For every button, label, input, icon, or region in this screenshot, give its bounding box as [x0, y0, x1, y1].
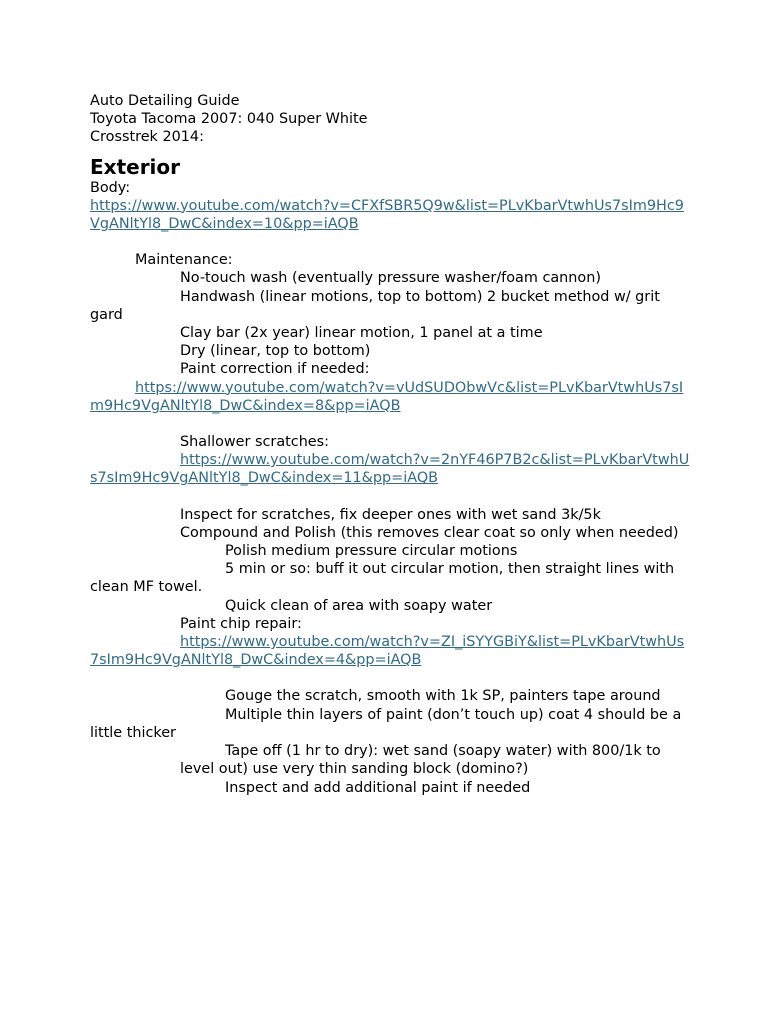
step-gouge-scratch: Gouge the scratch, smooth with 1k SP, painters tape around [225, 688, 661, 705]
step-polish-pressure: Polish medium pressure circular motions [225, 543, 518, 560]
vehicle-line-tacoma: Toyota Tacoma 2007: 040 Super White [90, 111, 368, 128]
step-inspect-scratches: Inspect for scratches, fix deeper ones with wet sand 3k/5k [180, 506, 601, 523]
step-clay-bar: Clay bar (2x year) linear motion, 1 panel at a time [180, 325, 543, 342]
spacer [90, 488, 690, 506]
step-tape-off: Tape off (1 hr to dry): wet sand (soapy water) with 800/1k to level out) use very thin sanding block (domino?) [180, 743, 661, 778]
step-compound-polish: Compound and Polish (this removes clear coat so only when needed) [180, 524, 679, 541]
step-handwash: Handwash (linear motions, top to bottom) 2 bucket method w/ grit gard [90, 288, 660, 323]
document-body [90, 92, 690, 797]
step-paint-correction: Paint correction if needed: [180, 361, 370, 378]
body-video-link[interactable]: https://www.youtube.com/watch?v=CFXfSBR5Q9w&list=PLvKbarVtwhUs7sIm9Hc9VgANltYl8_DwC&index=10&pp=iAQB [90, 197, 684, 233]
paint-correction-video-link[interactable]: https://www.youtube.com/watch?v=vUdSUDObwVc&list=PLvKbarVtwhUs7sIm9Hc9VgANltYl8_DwC&index=8&pp=iAQB [90, 379, 684, 414]
body-label: Body: [90, 179, 131, 196]
step-quick-clean: Quick clean of area with soapy water [225, 597, 493, 614]
spacer [90, 147, 690, 155]
step-thin-layers: Multiple thin layers of paint (don’t touch up) coat 4 should be a little thicker [90, 706, 682, 741]
spacer [90, 233, 690, 251]
step-inspect-add-paint: Inspect and add additional paint if needed [225, 779, 531, 796]
shallow-scratches-label: Shallower scratches: [180, 434, 330, 451]
document-title: Auto Detailing Guide [90, 93, 240, 109]
step-dry: Dry (linear, top to bottom) [180, 343, 371, 360]
spacer [90, 669, 690, 687]
paint-chip-video-link[interactable]: https://www.youtube.com/watch?v=ZI_iSYYGBiY&list=PLvKbarVtwhUs7sIm9Hc9VgANltYl8_DwC&index=4&pp=iAQB [90, 634, 685, 669]
paint-chip-repair-label: Paint chip repair: [180, 615, 302, 632]
step-no-touch-wash: No-touch wash (eventually pressure washer/foam cannon) [180, 270, 601, 287]
maintenance-label: Maintenance: [135, 252, 233, 269]
step-buff-out: 5 min or so: buff it out circular motion, then straight lines with clean MF towel. [90, 561, 675, 596]
spacer [90, 415, 690, 433]
shallow-scratches-video-link[interactable]: https://www.youtube.com/watch?v=2nYF46P7B2c&list=PLvKbarVtwhUs7sIm9Hc9VgANltYl8_DwC&index=11&pp=iAQB [90, 452, 690, 487]
section-heading-exterior: Exterior [90, 154, 181, 179]
vehicle-line-crosstrek: Crosstrek 2014: [90, 129, 204, 146]
